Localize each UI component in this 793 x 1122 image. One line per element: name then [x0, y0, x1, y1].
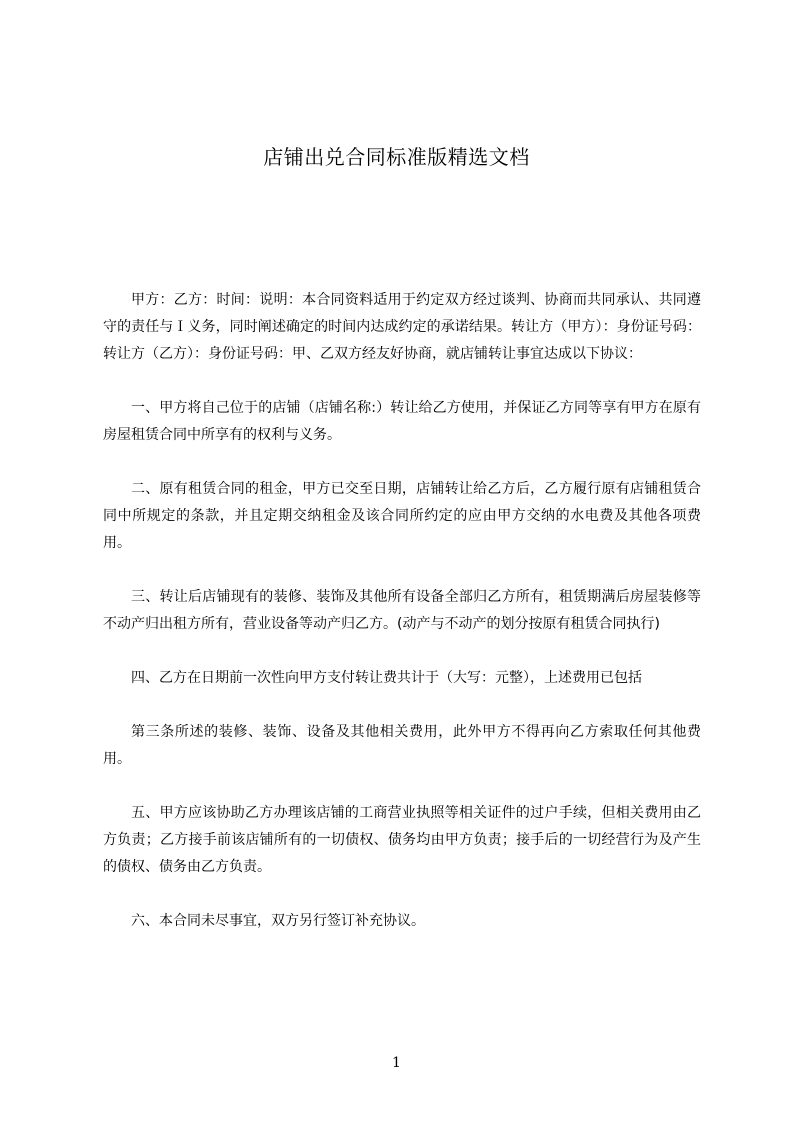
paragraph-clause-4: 四、乙方在日期前一次性向甲方支付转让费共计于（大写：元整），上述费用已包括 — [131, 670, 642, 686]
document-body — [103, 287, 701, 962]
paragraph-clause-1: 一、甲方将自己位于的店铺（店铺名称:）转让给乙方使用，并保证乙方同等享有甲方在原有房屋租赁合同中所享有的权利与义务。 — [103, 400, 701, 443]
page-number: 1 — [392, 1055, 401, 1071]
paragraph-clause-6: 六、本合同未尽事宜，双方另行签订补充协议。 — [131, 913, 425, 929]
paragraph-clause-4-continued: 第三条所述的装修、装饰、设备及其他相关费用，此外甲方不得再向乙方索取任何其他费用。 — [103, 724, 701, 767]
document-title: 店铺出兑合同标准版精选文档 — [263, 145, 530, 169]
paragraph-clause-3: 三、转让后店铺现有的装修、装饰及其他所有设备全部归乙方所有，租赁期满后房屋装修等不动产归出租方所有，营业设备等动产归乙方。(动产与不动产的划分按原有租赁合同执行) — [103, 589, 701, 632]
paragraph-preamble: 甲方：乙方：时间：说明：本合同资料适用于约定双方经过谈判、协商而共同承认、共同遵守的责任与Ｉ义务，同时阐述确定的时间内达成约定的承诺结果。转让方（甲方）：身份证号码：转让方（乙方）：身份证号码：甲、乙双方经友好协商，就店铺转让事宜达成以下协议： — [103, 292, 701, 362]
paragraph-clause-5: 五、甲方应该协助乙方办理该店铺的工商营业执照等相关证件的过户手续，但相关费用由乙方负责；乙方接手前该店铺所有的一切债权、债务均由甲方负责；接手后的一切经营行为及产生的债权、债务由乙方负责。 — [103, 805, 701, 875]
paragraph-clause-2: 二、原有租赁合同的租金，甲方已交至日期，店铺转让给乙方后，乙方履行原有店铺租赁合同中所规定的条款，并且定期交纳租金及该合同所约定的应由甲方交纳的水电费及其他各项费用。 — [103, 481, 701, 551]
